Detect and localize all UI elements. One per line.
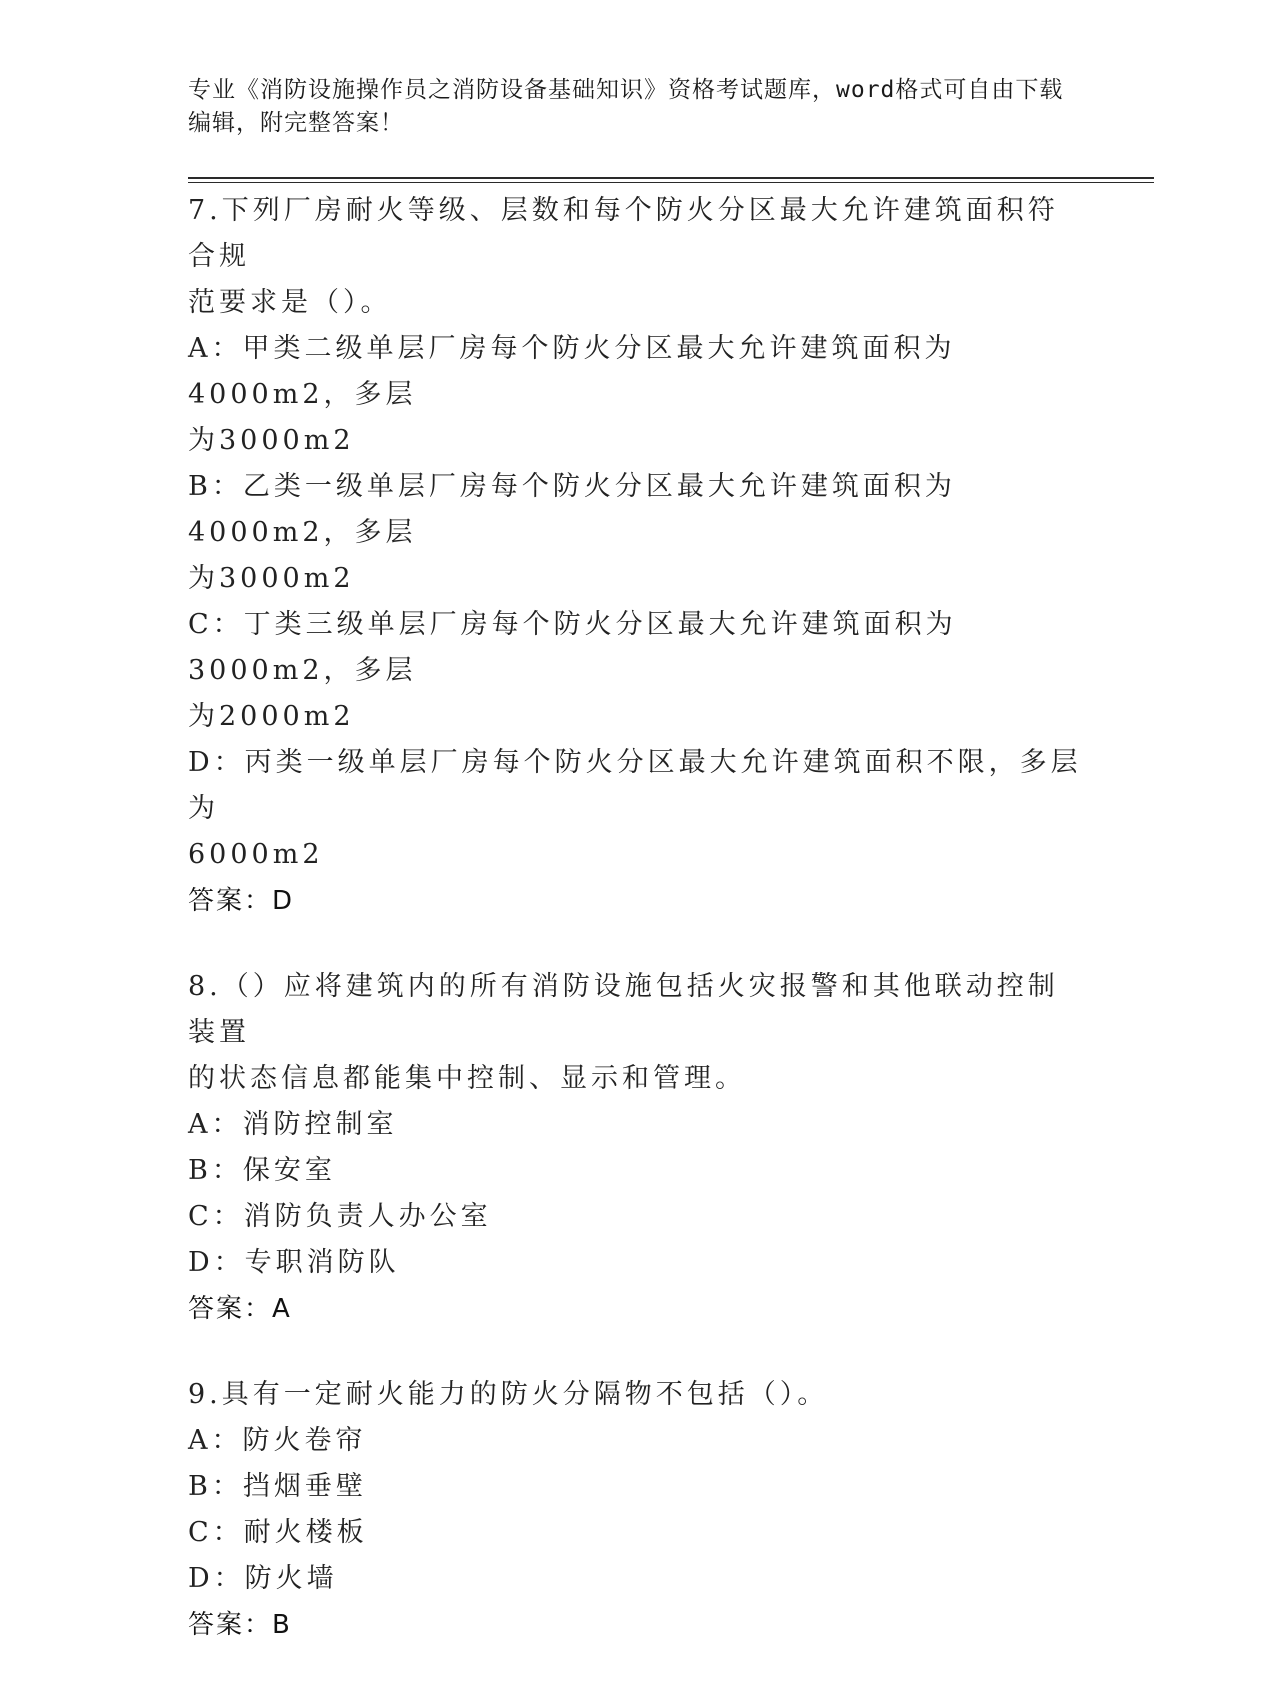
question-7 [188,188,1088,924]
question-8-option-a: A：消防控制室 [188,1109,398,1140]
question-9-option-d: D：防火墙 [188,1563,338,1594]
question-9-option-b: B：挡烟垂壁 [188,1471,367,1502]
question-8-stem-line-2: 的状态信息都能集中控制、显示和管理。 [188,1063,746,1094]
question-9-option-a: A：防火卷帘 [188,1425,367,1456]
document-header: 专业《消防设施操作员之消防设备基础知识》资格考试题库，word格式可自由下载编辑，附完整答案！ [188,77,1064,136]
question-7-option-a-cont: 为3000m2 [188,425,355,456]
question-8-option-d: D：专职消防队 [188,1247,400,1278]
question-9-option-c: C：耐火楼板 [188,1517,368,1548]
question-9-stem-line-1: 9.具有一定耐火能力的防火分隔物不包括（）。 [188,1379,829,1410]
header-divider-thin [188,182,1154,183]
question-8-stem-line-1: 8.（）应将建筑内的所有消防设施包括火灾报警和其他联动控制装置 [188,971,1059,1048]
question-7-option-a: A：甲类二级单层厂房每个防火分区最大允许建筑面积为4000m2，多层 [188,333,956,410]
question-8-option-c: C：消防负责人办公室 [188,1201,492,1232]
question-8-option-b: B：保安室 [188,1155,336,1186]
question-9-answer: 答案：B [188,1610,292,1640]
question-8 [188,964,1088,1332]
question-7-stem-line-1: 7.下列厂房耐火等级、层数和每个防火分区最大允许建筑面积符合规 [188,195,1059,272]
question-list [188,188,1088,1688]
question-7-stem-line-2: 范要求是（）。 [188,287,392,318]
question-7-option-b-cont: 为3000m2 [188,563,355,594]
question-7-option-c-cont: 为2000m2 [188,701,355,732]
question-7-option-b: B：乙类一级单层厂房每个防火分区最大允许建筑面积为4000m2，多层 [188,471,956,548]
question-7-option-d: D：丙类一级单层厂房每个防火分区最大允许建筑面积不限，多层为 [188,747,1082,824]
question-7-option-d-cont: 6000m2 [188,839,324,870]
question-8-answer: 答案：A [188,1294,292,1324]
question-9 [188,1372,1088,1648]
question-7-option-c: C：丁类三级单层厂房每个防火分区最大允许建筑面积为3000m2，多层 [188,609,957,686]
header-divider-thick [188,177,1154,179]
question-7-answer: 答案：D [188,886,295,916]
